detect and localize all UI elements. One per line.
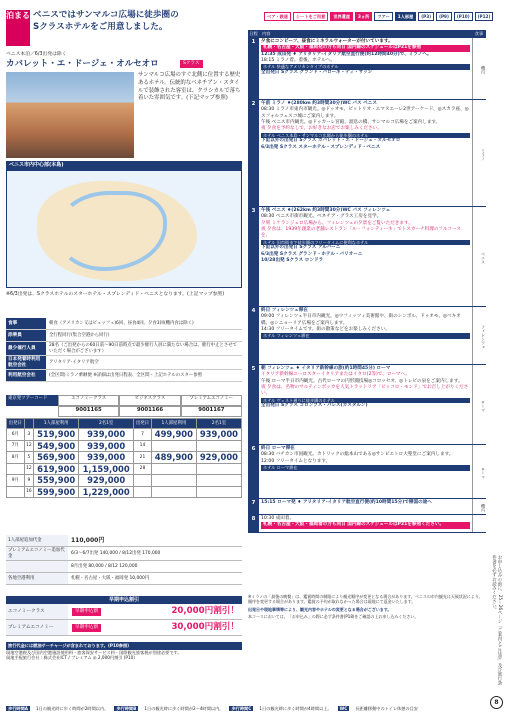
day-line: 朝 フィレンツェ ♦ イタリア新幹線の旅(約1時間45分) ローマ xyxy=(261,366,391,371)
day-line: 6/3出発 Sクラス スターホテル・スプレンディド・ベニス xyxy=(261,144,381,150)
price-cell: 619,900 xyxy=(34,463,79,475)
price-cell: 939,000 xyxy=(79,452,134,464)
note-line: ※ミラノの「最後の晩餐」は、鑑賞時間の制限により観光順序が変更となる場合があります。ベニスの市内観光は天候状況により、順序を変更する場合があります。鑑賞の予約が取れなかった場合は現地にて返金いたします。 xyxy=(248,594,483,605)
tag: (P10) xyxy=(454,12,473,21)
price-cell: 559,900 xyxy=(34,475,79,487)
price-cell: 499,900 xyxy=(151,429,196,441)
itinerary-day xyxy=(248,365,486,445)
info-label: 利用航空会社 xyxy=(6,370,46,381)
price-cell xyxy=(196,475,241,487)
day-line: 全出発日 Sクラス グランド・バローネ・ディ・サッシ xyxy=(261,70,373,76)
surcharge-row xyxy=(6,535,242,547)
head-meal: 食事 xyxy=(474,31,484,36)
info-row xyxy=(6,370,242,382)
map-title: ベニス市内中心部(本島) xyxy=(6,161,242,170)
day-line: イタリア新幹線ユーロスターイタリアまたはイタロ(2等)で、ローマへ。 xyxy=(261,372,410,378)
day-meal: ローマ xyxy=(472,445,486,498)
surcharge-value: 札幌・名古屋・大阪・福岡発 10,000円 xyxy=(71,575,150,581)
day-meal: フィレンツェ xyxy=(472,307,486,364)
day-line: 夕食にコンビーフ、昼食にミネラルウォーターが付いています。 xyxy=(261,39,393,44)
day-line: ホテル ヴェネト通りに徒歩圏のホテル xyxy=(261,398,470,404)
day-number: 4 xyxy=(248,307,259,364)
price-cell: 549,900 xyxy=(34,440,79,452)
day-cell: 9 xyxy=(24,475,33,487)
day-line: 18:15 ミラノ着。着後、ホテルへ。 xyxy=(261,57,336,63)
info-value: アリタリア-イタリア航空 xyxy=(49,359,99,365)
course-code: 9001165 xyxy=(58,406,119,417)
title-line-1: ベニスではサンマルコ広場に徒歩圏の xyxy=(33,10,179,20)
itinerary-day xyxy=(248,515,486,533)
day-line: 夜 夕食を予約なしで、お好きなお店でお楽しみください。 xyxy=(261,126,382,132)
table-row xyxy=(7,452,242,464)
day-line: 札幌・名古屋・大阪・福岡発の方も同日 国内線のスケジュールはP21を参照 xyxy=(261,45,470,51)
early-label: エコノミークラス xyxy=(6,604,68,619)
day-line: 札幌・名古屋・大阪・福岡着の方も同日 国内線のスケジュールはP21を参照ください。 xyxy=(261,522,470,528)
day-body xyxy=(259,307,472,364)
day-number: 2 xyxy=(248,100,259,206)
day-line: 12:00 フリータイムとなります。 xyxy=(261,458,331,464)
page-title xyxy=(33,10,223,33)
day-line: ホテル 快適なアメリカンタイプのホテル xyxy=(261,64,470,70)
price-cell xyxy=(151,475,196,487)
info-label: 日本発着時利用航空会社 xyxy=(6,356,46,369)
info-row xyxy=(6,318,242,330)
page-number: 8 xyxy=(490,696,503,709)
info-label: 添乗員 xyxy=(6,330,46,341)
hotel-label: ベニス本泊／6/3出発は除く xyxy=(6,52,67,57)
day-cell: 12 xyxy=(24,463,33,475)
surcharge-value: 110,000円 xyxy=(71,536,105,544)
early-header: 早期申込割引 xyxy=(6,596,242,604)
itinerary-notes xyxy=(248,594,486,620)
surcharge-row xyxy=(6,547,242,561)
surcharge-label xyxy=(6,561,68,572)
day-line: 午後 ベニス市内観光。◎ドゥカーレ宮殿、溜息の橋、サンマルコ広場をご案内します。 xyxy=(261,119,441,125)
day-line: 10/28出発 Sクラス ロンドラ xyxy=(261,258,324,264)
info-label: 食事 xyxy=(6,318,46,329)
info-row xyxy=(6,356,242,370)
info-value: 全行程同行(集合空港から同行) xyxy=(49,332,110,338)
info-row xyxy=(6,342,242,356)
col-header: 1人部屋利用 xyxy=(151,419,196,429)
day-number: 1 xyxy=(248,38,259,99)
head-content: 内容 xyxy=(262,31,271,36)
day-body xyxy=(259,207,472,306)
price-cell: 939,000 xyxy=(79,429,134,441)
day-line: 15:15 ローマ発 ♦ アリタリア-イタリア航空直行便(約10時間15分)で帰国の途へ xyxy=(261,500,432,505)
price-cell xyxy=(196,440,241,452)
month-cell: 6月 xyxy=(7,429,25,441)
day-line: 終日 フィレンツェ滞在 xyxy=(261,308,308,313)
day-number: 7 xyxy=(248,499,259,514)
day-cell: 16 xyxy=(24,486,33,498)
table-row xyxy=(7,475,242,487)
head-day: 日程 xyxy=(249,31,258,36)
day-cell: 12 xyxy=(24,440,33,452)
note-line: 本コースにおいては、「お申込み」の際に必ず条件書(P18)をご確認の上お申し込みください。 xyxy=(248,614,419,620)
table-row xyxy=(7,440,242,452)
feature-tags xyxy=(264,12,502,21)
course-code: 9001167 xyxy=(181,406,242,417)
day-line: 全出発日 Sクラス コロンブス・パレス(カスタルン) xyxy=(261,403,368,409)
day-body xyxy=(259,365,472,444)
itinerary-day xyxy=(248,445,486,499)
spacer xyxy=(6,406,58,417)
tag: シートをご用意 xyxy=(293,12,328,21)
hotel-photo xyxy=(6,72,134,158)
surcharge-label: プレミアムエコノミー追加代金 xyxy=(6,547,68,560)
day-line: 終日 ローマ滞在 xyxy=(261,446,295,451)
price-cell xyxy=(151,440,196,452)
itinerary xyxy=(248,30,486,533)
day-line: 6/3出発 Sクラス グランド・ホテル・バリオーニ xyxy=(261,251,363,257)
itinerary-day xyxy=(248,38,486,100)
day-line: 下記以外の出発日 Sクラス カバレット・エ・ドージェ・オルセオロ xyxy=(261,138,401,144)
day-meal: 機内 xyxy=(472,38,486,99)
early-value: 20,000円割引！ xyxy=(171,606,239,617)
day-line: 10:30 成田着。 xyxy=(261,516,295,521)
itinerary-day xyxy=(248,100,486,207)
tag: ベア・鉄道 xyxy=(264,12,291,21)
price-cell: 599,900 xyxy=(34,486,79,498)
col-header: 1人部屋利用 xyxy=(34,419,79,429)
venice-map xyxy=(6,170,242,288)
hotel-name: カバレット・エ・ドージェ・オルセオロ xyxy=(6,59,159,69)
price-cell: 939,000 xyxy=(196,429,241,441)
fuel-note-line: 現地手配旅行会社 : 株式会社ICT / プレミアム ◎ 2,000円割引 (P10) xyxy=(6,655,135,661)
day-meal xyxy=(472,515,486,532)
surcharge-value: 6/3〜6/7出発 140,000 / 8/12出発 170,000 xyxy=(71,550,161,556)
info-label: 最少催行人員 xyxy=(6,342,46,355)
day-meal: ミラノ xyxy=(472,100,486,206)
day-number: 5 xyxy=(248,365,259,444)
fuel-note-line: 現地空港税及び国内空港施設使用料・旅客保安サービス料・国際観光旅客税が別途必要です。 xyxy=(6,649,182,655)
col-header: 出発日 xyxy=(134,419,152,429)
day-meal: 機内 xyxy=(472,499,486,514)
legend-badge: 歩行時間C xyxy=(231,706,252,711)
itinerary-day xyxy=(248,307,486,365)
surcharge-label: 1人部屋追加代金 xyxy=(6,535,68,546)
surcharge-row xyxy=(6,561,242,573)
note-line: 出発日や現地事情等により、観光内容やホテルの変更となる場合がございます。 xyxy=(248,606,392,612)
day-line: ホテル ローマ滞在 xyxy=(261,465,470,471)
day-line: ホテル 旧市街まで徒歩圏のフリータイムに便利なホテル xyxy=(261,240,470,246)
price-cell: 519,900 xyxy=(34,429,79,441)
day-meal: ベニス xyxy=(472,207,486,306)
tag: 3ヵ所 xyxy=(355,12,372,21)
day-cell: 3 xyxy=(24,429,33,441)
day-cell: 5 xyxy=(24,452,33,464)
itinerary-day xyxy=(248,499,486,515)
surcharge-row xyxy=(6,573,242,585)
hotel-description: サンマルコ広場のすぐ北側に位置する歴史あるホテル。伝統的なベネチアン・スタイルで装飾された客室は、クラシカルで落ち着いた雰囲気です。(下記マップ参照) xyxy=(138,72,241,102)
course-code: 9001166 xyxy=(119,406,180,417)
day-line: 午後 ローマ半日市内観光。古代ローマの円形闘技場◎コロッセオ、◎トレビの泉をご案内します。 xyxy=(261,378,463,384)
fuel-note xyxy=(6,642,242,661)
day-line: 下記以外の出発日 Sクラス アルバーニ xyxy=(261,245,341,251)
day-line: ホテル ベニス本島・サンマルコ広場から徒歩圏のホテル xyxy=(261,133,470,139)
day-line: 14:30 フリータイムです。街の散策などをお楽しみください。 xyxy=(261,326,390,332)
day-line: 夕刻 ミケランジェロ広場から、フィレンツェの夕景をご覧いただきます。 xyxy=(261,220,413,226)
legend-badge: 歩行時間A xyxy=(8,706,28,711)
month-cell: 7月 xyxy=(7,440,25,452)
surcharge-label: 各地空港利用 xyxy=(6,573,68,584)
legend-text: 長距離移動中のトイレ休憩の目安 xyxy=(355,706,418,711)
day-line: 08:30 ベニス市街市観光。ベネチア・グラス工房を見学。 xyxy=(261,214,382,220)
early-value: 30,000円割引！ xyxy=(171,622,239,633)
info-value: (全区間)ミラノ乗継便 ※詳細は出発日程表、全区間・上記ホテルのスター参照 xyxy=(49,373,203,379)
price-cell xyxy=(151,463,196,475)
day-line: 夜 夕食は、1939年創業の老舗レストラン「ル・フォンティーネ」でトスカーナ料理のフルコースを。 xyxy=(261,226,461,239)
month-cell xyxy=(7,463,25,475)
day-body xyxy=(259,445,472,498)
day-number: 3 xyxy=(248,207,259,306)
course-code-header xyxy=(6,395,242,417)
table-row xyxy=(7,429,242,441)
side-notice: お申し込みの前に、25～26ページ「ご案内とご注意」及び旅行条件書を必ずお読みください。 xyxy=(491,555,502,685)
itinerary-day xyxy=(248,207,486,307)
tag: ツアー xyxy=(374,12,392,21)
map-caption: ※6/3出発は、Sクラスホテルのスターホテル・スプレンディド・ベニスとなります。(上記マップ参照) xyxy=(6,292,225,297)
legend-text: 1日の観光時に歩く時間が4時間以上。 xyxy=(259,706,332,711)
day-cell: 21 xyxy=(134,452,152,464)
table-row xyxy=(7,463,242,475)
early-row xyxy=(6,620,242,636)
surcharge-table xyxy=(6,535,242,585)
col-header xyxy=(24,419,33,429)
col-header: 2名1室 xyxy=(196,419,241,429)
day-cell: 7 xyxy=(134,429,152,441)
price-cell: 489,900 xyxy=(151,452,196,464)
price-cell: 939,000 xyxy=(79,440,134,452)
month-cell xyxy=(7,486,25,498)
course-label: 東京発ツアーコード xyxy=(6,395,58,406)
col-header: 出発日 xyxy=(7,419,25,429)
itinerary-header xyxy=(248,30,486,38)
day-line: 午後 ベニス ♦(262km 約3時間30分)WC バス フィレンツェ xyxy=(261,208,391,213)
day-line: 08:30 バチカン市国観光。カトリックの総本山である◎サンピエトロ大聖堂にご案内します。 xyxy=(261,452,454,458)
tag: 世界遺産 xyxy=(330,12,353,21)
tag: (P3) xyxy=(418,12,434,21)
price-table xyxy=(6,418,242,498)
day-line: ホテル フィレンツェ滞在 xyxy=(261,333,470,339)
legend-badge: 歩行時間B xyxy=(116,706,137,711)
day-line: 09:00 フィレンツェ半日市内観光。◎ウフィッツィ美術館や、街のシンボル、ドゥオモ、◎べキオ橋、◎シニョーリア広場をご案内します。 xyxy=(261,314,461,326)
legend-badge: WC xyxy=(339,706,348,711)
legend-text: 1日の観光時に歩く時間が2〜4時間以内。 xyxy=(144,706,224,711)
course-name: ビジネスクラス xyxy=(119,395,180,406)
info-value: 朝食（アメリカン又はビュッフェ)6回、昼食4回、夕食3回(機内食は除く) xyxy=(49,320,194,326)
day-cell: 14 xyxy=(134,440,152,452)
table-row xyxy=(7,486,242,498)
price-cell xyxy=(151,486,196,498)
day-body xyxy=(259,100,472,206)
price-cell: 929,000 xyxy=(79,475,134,487)
surcharge-value: 8月出発 80,000 / 8/12 120,000 xyxy=(71,563,138,569)
early-row xyxy=(6,604,242,620)
course-name: エコノミークラス xyxy=(58,395,119,406)
day-number: 6 xyxy=(248,445,259,498)
day-cell: 28 xyxy=(134,463,152,475)
day-line: 夜 夕食は、名物のサルティンボッカを人気トラットリア「ピッコロ・モンド」でお召し上がりください。 xyxy=(261,384,469,397)
tag: (P9) xyxy=(436,12,452,21)
month-cell: 8月 xyxy=(7,452,25,464)
day-cell xyxy=(134,486,152,498)
day-line: 午前 ミラノ ♦(280km 約3時間30分)WC バス ベニス xyxy=(261,101,377,106)
day-body xyxy=(259,38,472,99)
price-cell: 1,229,000 xyxy=(79,486,134,498)
day-number: 8 xyxy=(248,515,259,532)
legend-text: 1日の観光時に歩く時間が2時間以内。 xyxy=(36,706,109,711)
early-badge: 早期申込割 xyxy=(72,624,101,632)
title-line-2: Sクラスホテルをご用意しました。 xyxy=(33,21,168,32)
info-row xyxy=(6,330,242,342)
day-body xyxy=(259,499,472,514)
col-header: 2名1室 xyxy=(79,419,134,429)
day-cell xyxy=(134,475,152,487)
tag: 1人部屋 xyxy=(395,12,416,21)
tour-info-table xyxy=(6,318,242,382)
tag: (P12) xyxy=(475,12,494,21)
day-line: 12:35 成田発 ♦ アリタリア-イタリア航空直行便(約12時間40分)で、ミラノへ。 xyxy=(261,51,432,57)
brand-logo: 泊まる xyxy=(6,10,30,46)
s-class-badge: Sクラス xyxy=(180,60,203,68)
day-meal: ローマ xyxy=(472,365,486,444)
course-name: プレミアムエコノミー xyxy=(181,395,242,406)
month-cell: 9月 xyxy=(7,475,25,487)
early-booking-discount xyxy=(6,596,242,636)
info-value: 28名（ご出発からの60日前〜90日前時点で最少催行人員に満たない場合は、催行中止とさせていただく場合がございます） xyxy=(49,343,237,354)
day-body xyxy=(259,515,472,532)
footer-legend xyxy=(6,706,486,711)
price-cell: 1,159,000 xyxy=(79,463,134,475)
price-cell: 569,900 xyxy=(34,452,79,464)
day-line: 08:30 ミラノ市東内市観光。◎ドゥオモ、ビットリオ・エマヌエーレ2世アーケード、◎スカラ座、◎スフォルツェスコ城にご案内します。 xyxy=(261,107,469,119)
early-badge: 早期申込割 xyxy=(72,608,101,616)
price-cell xyxy=(196,486,241,498)
early-label: プレミアムエコノミー xyxy=(6,620,68,635)
price-table-header-row xyxy=(7,419,242,429)
price-cell: 929,000 xyxy=(196,452,241,464)
price-cell xyxy=(196,463,241,475)
fuel-note-title: 旅行代金には燃油サーチャージが含まれております。(P10参照) xyxy=(6,642,242,650)
